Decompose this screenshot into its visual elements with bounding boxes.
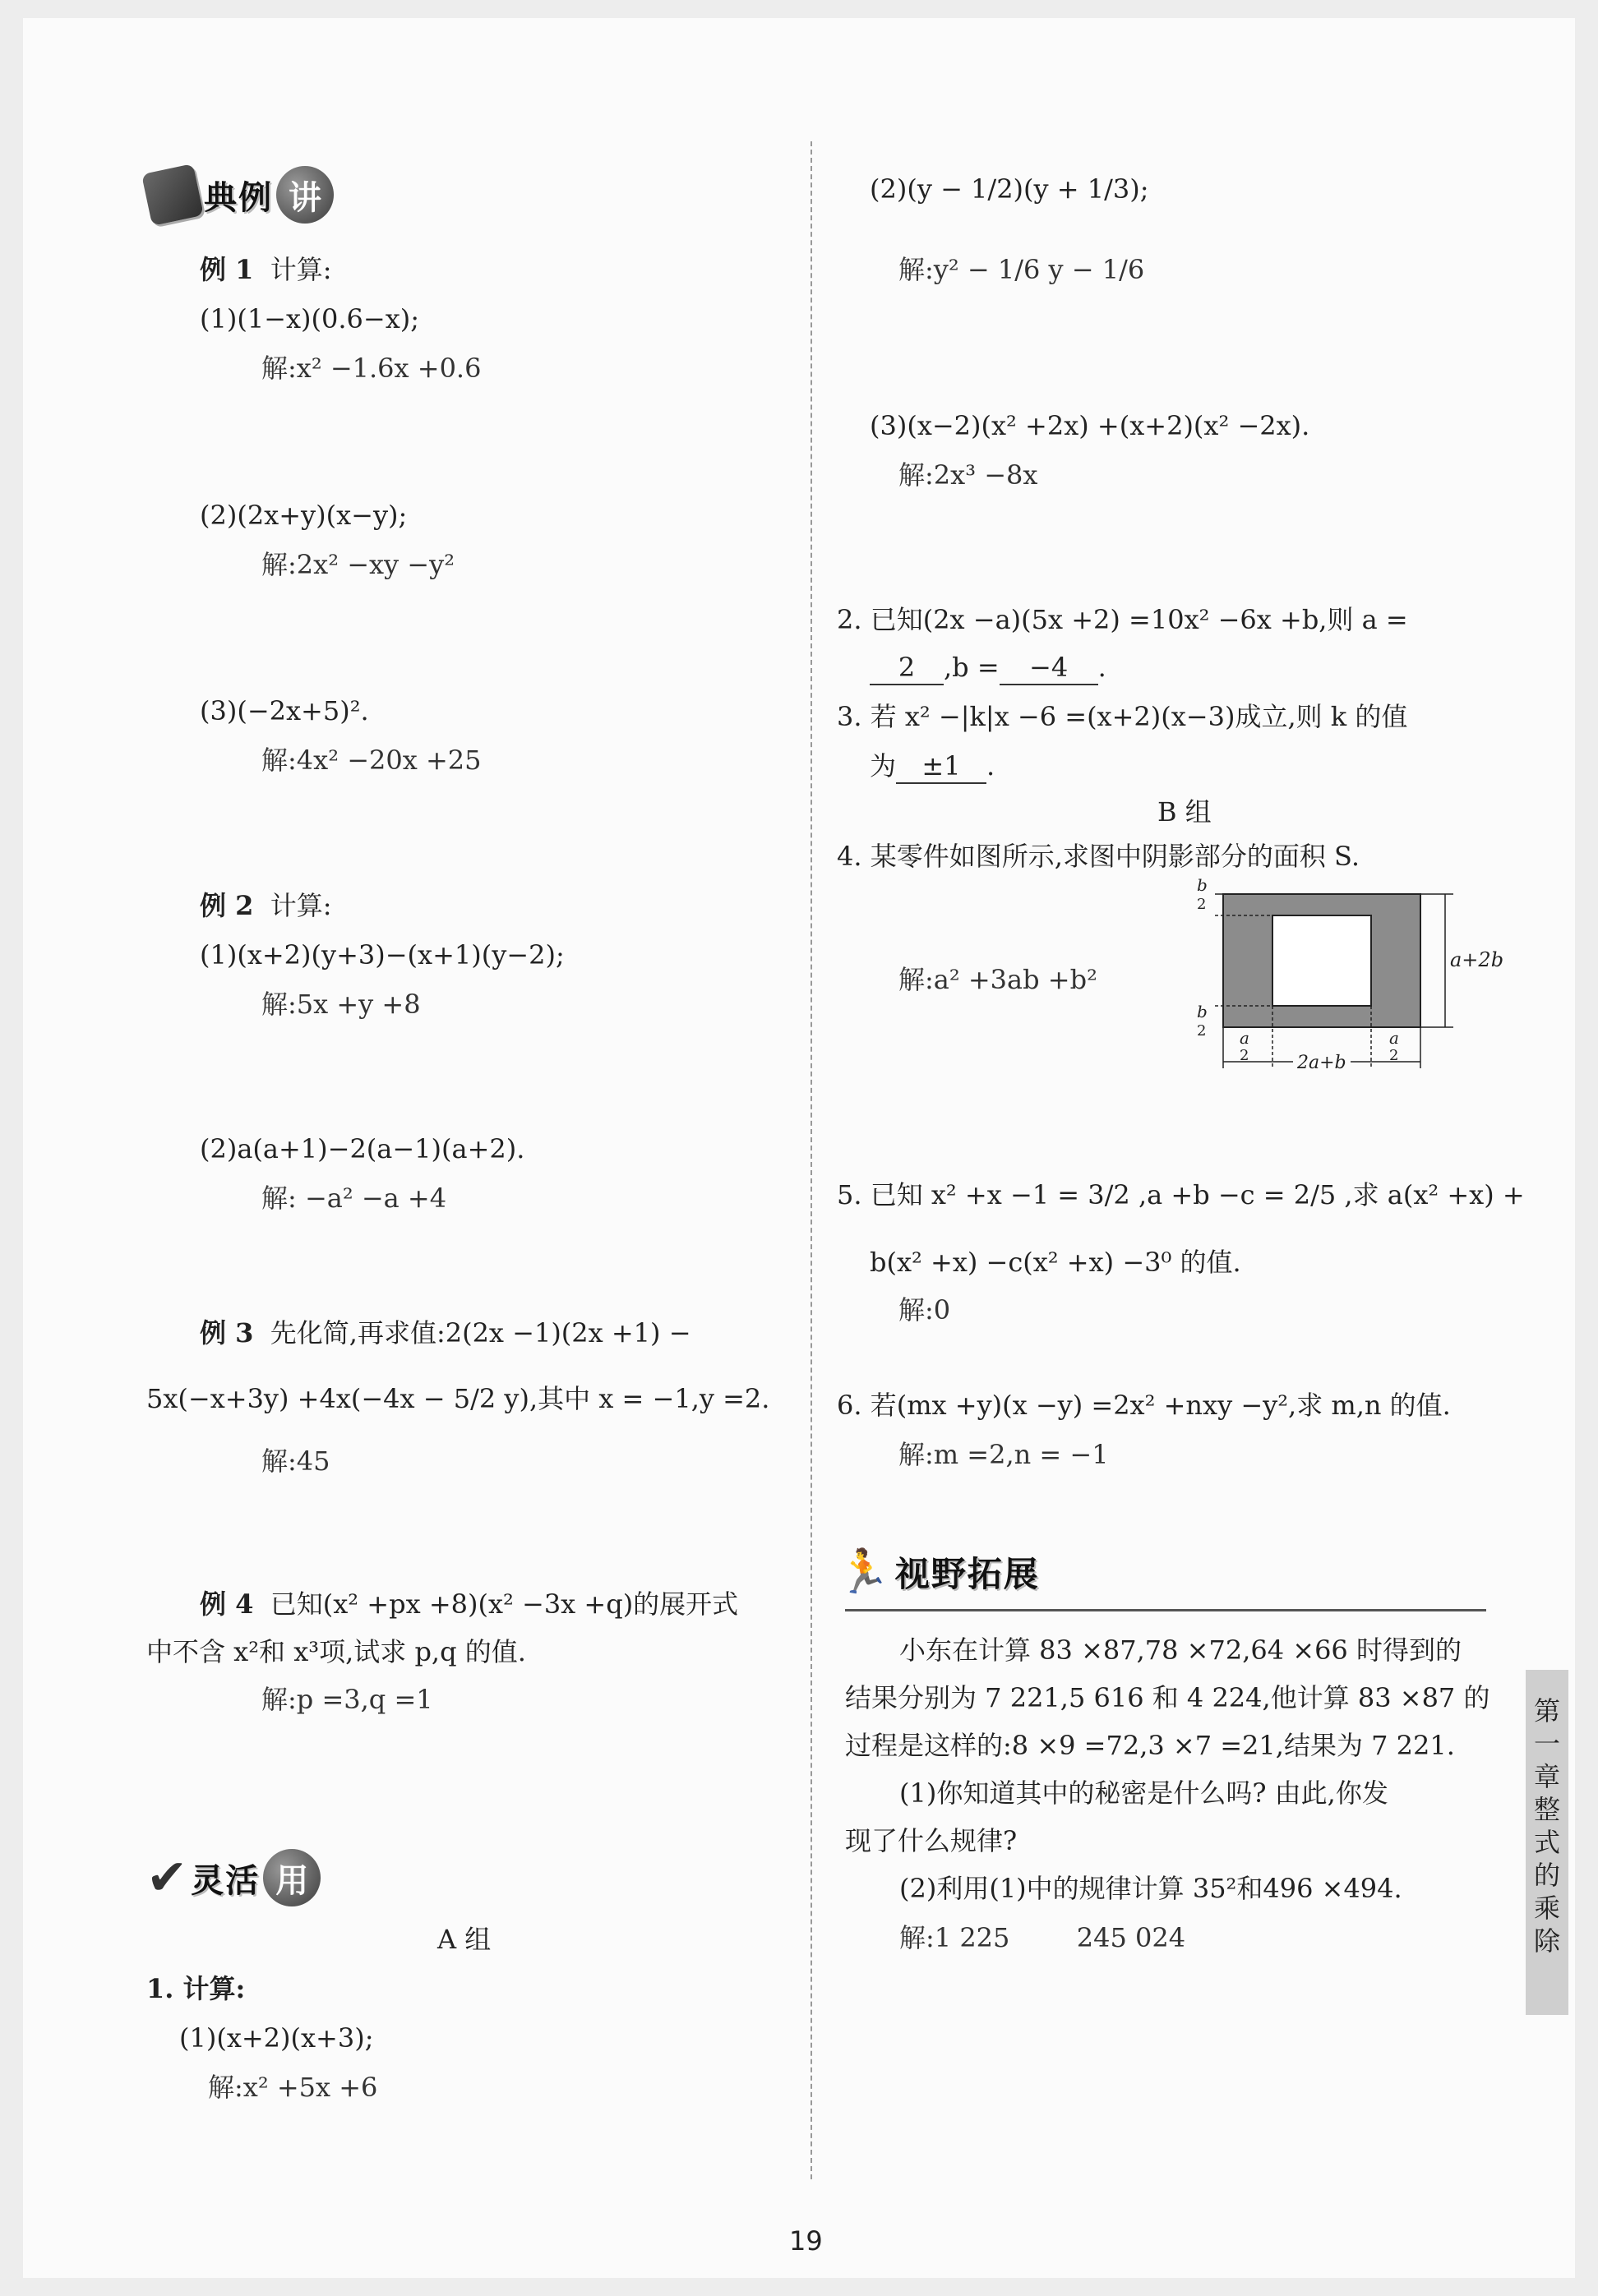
- ex1-a2: 解:2x² −xy −y²: [261, 549, 455, 580]
- left-two-label: 2: [1240, 1047, 1249, 1064]
- ex4-label: 例 4: [200, 1588, 254, 1620]
- chapter-tab-text: 第一章 整式的乘除: [1534, 1695, 1561, 1957]
- ex4-line2: 中不含 x²和 x³项,试求 p,q 的值.: [146, 1636, 526, 1667]
- column-divider: [811, 141, 812, 2179]
- p2-line1: 2. 已知(2x −a)(5x +2) =10x² −6x +b,则 a =: [837, 604, 1408, 635]
- p3-line2: [870, 749, 995, 784]
- ex1-a1: 解:x² −1.6x +0.6: [261, 353, 482, 384]
- shiye-line3: 过程是这样的:8 ×9 =72,3 ×7 =21,结果为 7 221.: [845, 1730, 1455, 1761]
- p3-prefix: 为: [870, 750, 897, 781]
- p1-title: 1. 计算:: [146, 1973, 246, 2004]
- header-underline: [845, 1609, 1486, 1611]
- header-bubble-yong: 用: [263, 1849, 321, 1906]
- p3-k-blank: ±1: [896, 749, 986, 784]
- ex1-q1: (1)(1−x)(0.6−x);: [200, 303, 420, 334]
- part-figure: [1174, 873, 1519, 1086]
- section-header-linghuo: [146, 1849, 321, 1906]
- p5-answer: 解:0: [898, 1294, 951, 1326]
- p2-end: .: [1097, 652, 1106, 683]
- p5-line2: b(x² +x) −c(x² +x) −3⁰ 的值.: [870, 1247, 1241, 1278]
- ex2-label: 例 2: [200, 890, 254, 921]
- p4-answer: 解:a² +3ab +b²: [898, 964, 1097, 995]
- page: [23, 18, 1575, 2278]
- left-a-label: a: [1240, 1028, 1249, 1048]
- group-b-label: B 组: [1157, 796, 1212, 828]
- p2-b-label: ,b =: [944, 652, 1000, 683]
- ex1-q3: (3)(−2x+5)².: [200, 695, 369, 726]
- page-number: 19: [789, 2225, 823, 2257]
- ex2-q2: (2)a(a+1)−2(a−1)(a+2).: [200, 1133, 525, 1164]
- top-b-label: b: [1197, 875, 1208, 895]
- height-label: a+2b: [1450, 948, 1504, 971]
- p1-a3: 解:2x³ −8x: [898, 459, 1038, 491]
- p1-a1: 解:x² +5x +6: [208, 2072, 378, 2103]
- top-two-label: 2: [1197, 896, 1207, 913]
- ex3-text1: 先化简,再求值:2(2x −1)(2x +1) −: [270, 1317, 691, 1349]
- ex2-q1: (1)(x+2)(y+3)−(x+1)(y−2);: [200, 939, 565, 970]
- checkmark-icon: ✔: [146, 1849, 188, 1906]
- shiye-line2: 结果分别为 7 221,5 616 和 4 224,他计算 83 ×87 的: [845, 1682, 1490, 1713]
- header-bubble-jiang: 讲: [276, 166, 334, 224]
- p5-line1: 5. 已知 x² +x −1 = 3/2 ,a +b −c = 2/5 ,求 a(x² +x) +: [837, 1179, 1525, 1210]
- p1-q3: (3)(x−2)(x² +2x) +(x+2)(x² −2x).: [870, 410, 1310, 441]
- p6-answer: 解:m =2,n = −1: [898, 1439, 1109, 1470]
- ex4-text1: 已知(x² +px +8)(x² −3x +q)的展开式: [270, 1588, 739, 1620]
- shiye-line1: 小东在计算 83 ×87,78 ×72,64 ×66 时得到的: [899, 1634, 1462, 1666]
- right-a-label: a: [1389, 1028, 1399, 1048]
- right-two-label: 2: [1389, 1047, 1399, 1064]
- ex3-label: 例 3: [200, 1317, 254, 1349]
- bottom-b-label: b: [1197, 1002, 1208, 1021]
- bottom-two-label: 2: [1197, 1022, 1207, 1040]
- inner-hole-rect: [1272, 915, 1371, 1006]
- ex1-title: 计算:: [270, 254, 332, 285]
- shiye-line5: 现了什么规律?: [845, 1825, 1018, 1856]
- section-header-dianli: [146, 166, 334, 224]
- section-header-shiye: [837, 1547, 1040, 1597]
- p6-line1: 6. 若(mx +y)(x −y) =2x² +nxy −y²,求 m,n 的值.: [837, 1390, 1451, 1421]
- runner-figure-icon: 🏃: [837, 1547, 890, 1597]
- width-label: 2a+b: [1297, 1053, 1346, 1073]
- ex4-answer: 解:p =3,q =1: [261, 1684, 433, 1715]
- ex1-a3: 解:4x² −20x +25: [261, 745, 482, 776]
- header-title-linghuo: 灵活: [191, 1861, 261, 1900]
- header-title-shiye: 视野拓展: [894, 1553, 1040, 1594]
- ex2-a1: 解:5x +y +8: [261, 989, 421, 1020]
- header-title-dianli: 典例: [204, 178, 273, 217]
- ex1-label: 例 1: [200, 254, 254, 285]
- ex2-a2: 解: −a² −a +4: [261, 1183, 447, 1214]
- p4-line1: 4. 某零件如图所示,求图中阴影部分的面积 S.: [837, 841, 1360, 872]
- ex2-title: 计算:: [270, 890, 332, 921]
- ex1-heading: [200, 253, 332, 286]
- shiye-answer: 解:1 225 245 024: [899, 1922, 1186, 1953]
- ex1-q2: (2)(2x+y)(x−y);: [200, 500, 408, 531]
- p1-q1: (1)(x+2)(x+3);: [179, 2022, 374, 2054]
- p1-a2: 解:y² − 1/6 y − 1/6: [898, 254, 1145, 285]
- ex3-line1: [200, 1316, 691, 1349]
- ex2-heading: [200, 889, 332, 922]
- p3-line1: 3. 若 x² −|k|x −6 =(x+2)(x−3)成立,则 k 的值: [837, 701, 1408, 732]
- shiye-line4: (1)你知道其中的秘密是什么吗? 由此,你发: [899, 1777, 1388, 1809]
- p2-b-blank: −4: [1000, 651, 1098, 685]
- ex3-answer: 解:45: [261, 1445, 330, 1477]
- p3-end: .: [986, 750, 995, 781]
- p2-a-blank: 2: [870, 651, 944, 685]
- group-a-label: A 组: [437, 1924, 492, 1955]
- chapter-side-tab: [1526, 1670, 1568, 2015]
- ex3-line2: 5x(−x+3y) +4x(−4x − 5/2 y),其中 x = −1,y =2.: [146, 1383, 770, 1414]
- p1-q2: (2)(y − 1/2)(y + 1/3);: [870, 173, 1149, 205]
- rubik-cube-icon: [141, 164, 204, 226]
- p2-line2: [870, 651, 1106, 685]
- shiye-line6: (2)利用(1)中的规律计算 35²和496 ×494.: [899, 1873, 1402, 1904]
- ex4-line1: [200, 1588, 738, 1621]
